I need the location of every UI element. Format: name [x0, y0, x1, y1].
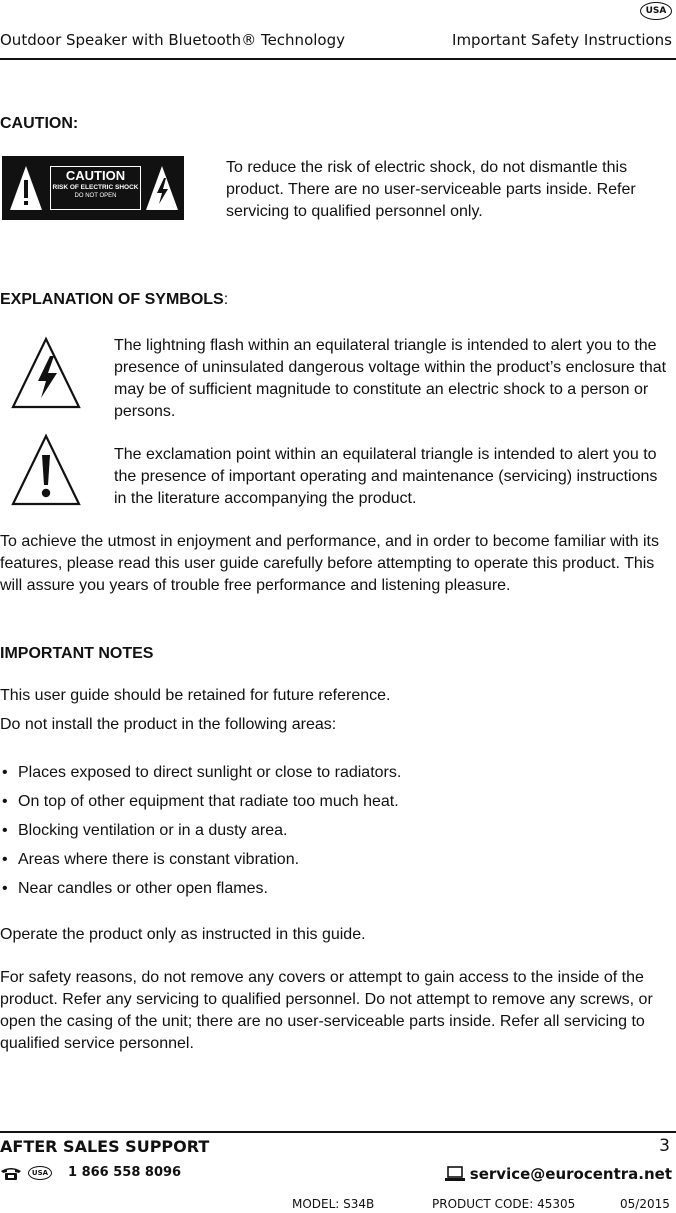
support-phone — [0, 1165, 181, 1180]
intro-paragraph: To achieve the utmost in enjoyment and performance, and in order to become familiar with its features, please read this user guide carefully before attempting to operate this product. This will assure you years of trouble free performance and listening pleasure. — [0, 533, 659, 594]
list-item: • On top of other equipment that radiate too much heat. — [0, 791, 672, 820]
important-notes-heading: IMPORTANT NOTES — [0, 645, 154, 662]
laptop-icon — [445, 1166, 465, 1182]
caution-warning-label — [2, 156, 184, 220]
symbols-heading-text: EXPLANATION OF SYMBOLS — [0, 291, 224, 308]
telephone-icon — [0, 1166, 22, 1180]
caution-text: To reduce the risk of electric shock, do not dismantle this product. There are no user-serviceable parts inside. Refer servicing to qualified personnel only. — [226, 159, 636, 220]
usa-small-badge: USA — [28, 1166, 52, 1180]
footer-divider — [0, 1131, 676, 1133]
section-title: Important Safety Instructions — [452, 31, 672, 49]
exclamation-text: The exclamation point within an equilateral triangle is intended to alert you to the presence of important operating and maintenance (servicing) instructions in the literature accompanying the product. — [114, 446, 658, 507]
phone-number: 1 866 558 8096 — [68, 1165, 182, 1180]
page-number: 3 — [659, 1136, 670, 1156]
exclamation-icon — [8, 164, 44, 212]
publication-date: 05/2015 — [620, 1197, 670, 1211]
list-item: • Near candles or other open flames. — [0, 878, 672, 907]
list-item: • Places exposed to direct sunlight or close to radiators. — [0, 762, 672, 791]
lightning-text: The lightning flash within an equilateral triangle is intended to alert you to the presence of uninsulated dangerous voltage within the product’s enclosure that may be of sufficient magnitude to constitute an electric shock to a person or persons. — [114, 337, 667, 420]
list-item: • Areas where there is constant vibration. — [0, 849, 672, 878]
caution-label-line2: DO NOT OPEN — [74, 193, 117, 199]
product-code: PRODUCT CODE: 45305 — [432, 1197, 576, 1211]
model-number: MODEL: S34B — [292, 1197, 375, 1211]
support-email — [445, 1165, 672, 1183]
install-areas-list — [0, 762, 672, 907]
retain-note: This user guide should be retained for future reference. — [0, 687, 391, 704]
after-sales-title: AFTER SALES SUPPORT — [0, 1137, 210, 1156]
caution-label-word: CAUTION — [65, 168, 126, 183]
symbols-heading — [0, 291, 228, 309]
list-item: • Blocking ventilation or in a dusty area. — [0, 820, 672, 849]
do-not-install-note: Do not install the product in the following areas: — [0, 716, 337, 733]
header-divider — [0, 58, 676, 60]
lightning-triangle-icon — [10, 336, 82, 410]
caution-label-line1: RISK OF ELECTRIC SHOCK — [52, 184, 139, 191]
lightning-icon — [144, 164, 180, 212]
caution-heading: CAUTION: — [0, 115, 79, 132]
usa-badge: USA — [640, 2, 672, 20]
email-address: service@eurocentra.net — [469, 1165, 672, 1183]
exclamation-triangle-icon — [10, 433, 82, 507]
operate-note: Operate the product only as instructed in this guide. — [0, 926, 366, 943]
symbols-heading-colon: : — [223, 291, 229, 308]
safety-paragraph: For safety reasons, do not remove any covers or attempt to gain access to the inside of the product. Refer any servicing to qualified personnel. Do not attempt to remove any screws, or open the casing of the unit; there are no user-serviceable parts inside. Refer all servicing to qualified service personnel. — [0, 969, 653, 1052]
product-title: Outdoor Speaker with Bluetooth® Technology — [0, 31, 345, 49]
caution-label-text-box — [50, 166, 141, 210]
